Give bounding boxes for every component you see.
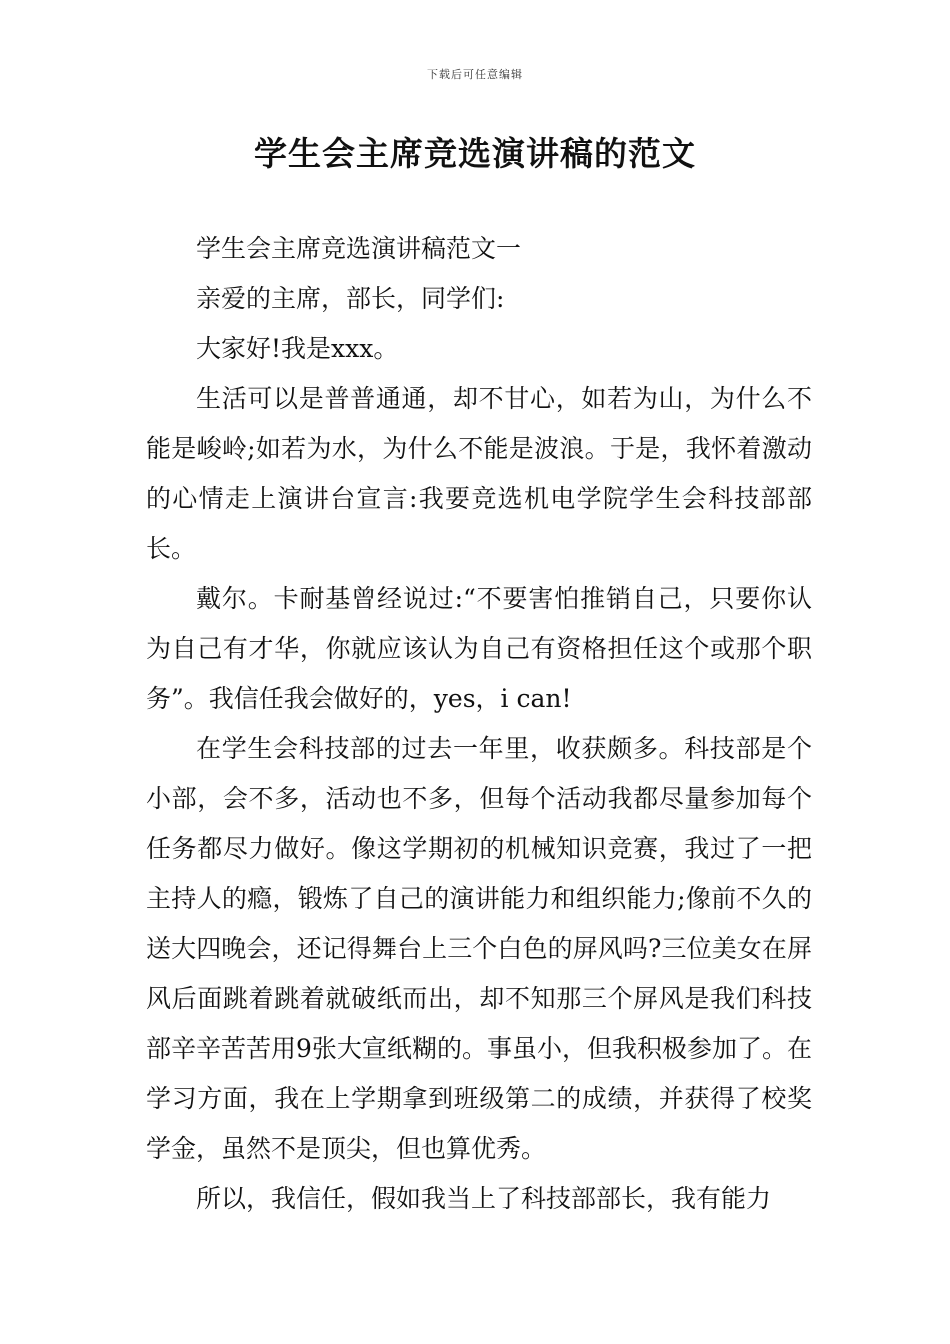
- paragraph-intro: 生活可以是普普通通，却不甘心，如若为山，为什么不能是峻岭;如若为水，为什么不能是波浪。于是，我怀着激动的心情走上演讲台宣言:我要竞选机电学院学生会科技部部长。: [146, 384, 812, 563]
- paragraph-salutation: 亲爱的主席，部长，同学们:: [196, 284, 505, 313]
- document-title: 学生会主席竞选演讲稿的范文: [254, 134, 696, 173]
- paragraph-experience: 在学生会科技部的过去一年里，收获颇多。科技部是个小部，会不多，活动也不多，但每个活动我都尽量参加每个任务都尽力做好。像这学期初的机械知识竞赛，我过了一把主持人的瘾，锻炼了自己的演讲能力和组织能力;像前不久的送大四晚会，还记得舞台上三个白色的屏风吗?三位美女在屏风后面跳着跳着就破纸而出，却不知那三个屏风是我们科技部辛辛苦苦用9张大宣纸糊的。事虽小，但我积极参加了。在学习方面，我在上学期拿到班级第二的成绩，并获得了校奖学金，虽然不是顶尖，但也算优秀。: [146, 734, 812, 1163]
- header-note: 下载后可任意编辑: [427, 68, 523, 81]
- paragraph-quote: 戴尔。卡耐基曾经说过:“不要害怕推销自己，只要你认为自己有才华，你就应该认为自己有资格担任这个或那个职务”。我信任我会做好的，yes，i can!: [146, 584, 812, 713]
- paragraph-subtitle: 学生会主席竞选演讲稿范文一: [196, 234, 522, 263]
- paragraph-greeting: 大家好!我是xxx。: [196, 334, 399, 363]
- document-body: [146, 224, 812, 1224]
- paragraph-conclusion: 所以，我信任，假如我当上了科技部部长，我有能力: [196, 1184, 772, 1213]
